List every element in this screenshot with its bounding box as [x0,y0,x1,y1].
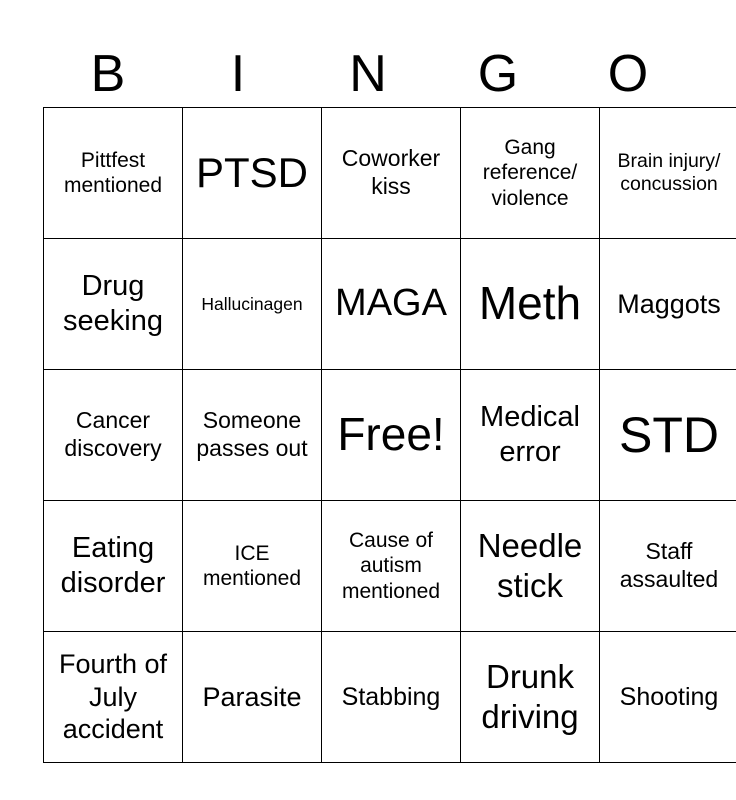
bingo-cell[interactable] [461,501,600,632]
free-space-cell[interactable] [322,370,461,501]
cell-label: Maggots [617,288,721,319]
header-letter-i: I [230,45,246,103]
cell-label: Drunk driving [481,658,579,735]
cell-label: PTSD [195,148,308,196]
bingo-cell[interactable] [44,108,183,239]
cell-label: Staff assaulted [619,538,719,592]
cell-label: MAGA [335,282,447,325]
cell-label: Pittfest mentioned [63,148,163,197]
bingo-cell[interactable] [44,239,183,370]
bingo-cell[interactable] [600,632,736,763]
bingo-cell[interactable] [322,239,461,370]
cell-label: Cancer discovery [64,407,162,461]
cell-label: Medical error [480,401,580,468]
bingo-cell[interactable] [461,239,600,370]
bingo-cell[interactable] [461,370,600,501]
bingo-cell[interactable] [183,239,322,370]
cell-label: Drug seeking [63,270,163,337]
cell-label: Shooting [619,683,719,711]
cell-label: Brain injury/ concussion [617,149,721,195]
cell-label: Parasite [202,681,302,712]
bingo-cell[interactable] [183,108,322,239]
header-letter-n: N [349,45,387,103]
bingo-cell[interactable] [44,370,183,501]
bingo-cell[interactable] [44,632,183,763]
cell-label: Hallucinagen [201,293,303,314]
cell-label: Someone passes out [196,407,308,461]
card-row-5 [44,632,736,763]
bingo-cell[interactable] [183,632,322,763]
cell-label: STD [619,407,719,463]
bingo-cell[interactable] [322,108,461,239]
cell-label: Gang reference/ violence [482,136,578,210]
bingo-cell[interactable] [461,632,600,763]
bingo-cell[interactable] [600,108,736,239]
card-row-3 [44,370,736,501]
header-letter-g: G [477,45,519,103]
card-row-1 [44,108,736,239]
bingo-cell[interactable] [183,501,322,632]
free-space-label: Free! [337,408,445,461]
cell-label: Meth [478,277,582,330]
cell-label: Needle stick [477,527,583,604]
bingo-cell[interactable] [600,370,736,501]
card-row-2 [44,239,736,370]
bingo-cell[interactable] [183,370,322,501]
bingo-cell[interactable] [600,501,736,632]
bingo-cell[interactable] [600,239,736,370]
bingo-cell[interactable] [322,632,461,763]
cell-label: Cause of autism mentioned [341,529,441,603]
bingo-header [43,40,693,108]
bingo-cell[interactable] [322,501,461,632]
bingo-card [43,107,736,763]
header-letter-b: B [90,45,126,103]
bingo-cell[interactable] [44,501,183,632]
cell-label: Eating disorder [60,532,166,599]
cell-label: Stabbing [341,683,441,711]
card-row-4 [44,501,736,632]
bingo-cell[interactable] [461,108,600,239]
cell-label: ICE mentioned [202,541,302,590]
cell-label: Fourth of July accident [58,649,168,745]
cell-label: Coworker kiss [341,145,441,199]
header-letter-o: O [607,45,649,103]
